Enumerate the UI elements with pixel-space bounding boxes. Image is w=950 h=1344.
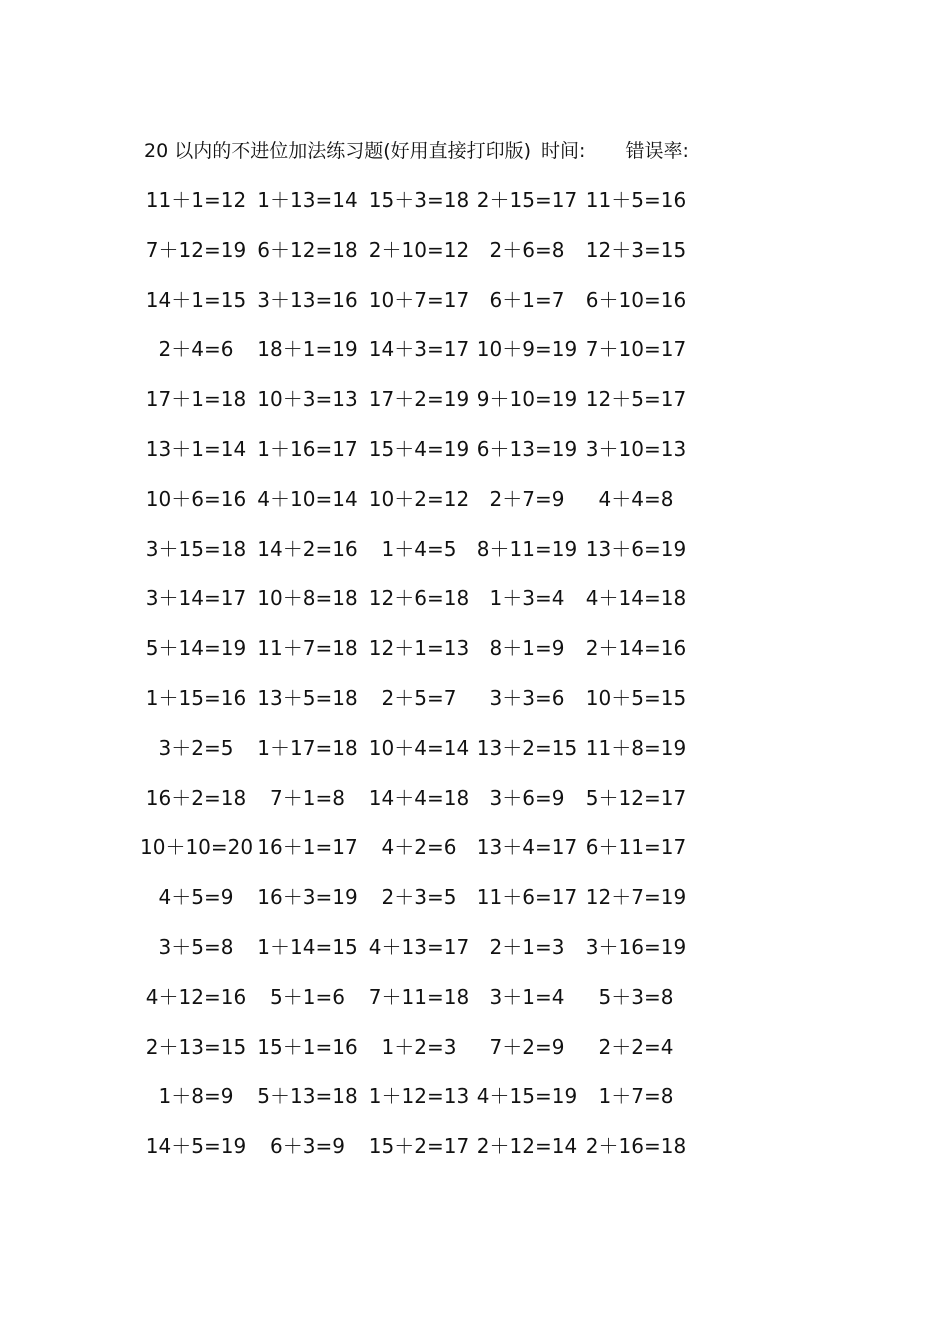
problem-row [0,583,950,633]
problem-cell: 10＋10=20 [140,835,254,860]
problem-cell: 12＋7=19 [585,885,687,910]
problem-cell: 7＋12=19 [145,237,247,262]
problem-row [0,633,950,683]
problem-cell: 5＋13=18 [257,1084,358,1109]
worksheet-heading [144,137,689,165]
problem-cell: 4＋14=18 [585,586,687,611]
problem-cell: 3＋6=9 [489,785,565,810]
problem-row [0,1131,950,1181]
problem-cell: 2＋12=14 [476,1134,578,1159]
problem-cell: 6＋12=18 [257,237,358,262]
problem-cell: 10＋5=15 [585,685,687,710]
problem-cell: 2＋4=6 [158,337,234,362]
problem-row [0,185,950,235]
problem-cell: 15＋1=16 [257,1034,358,1059]
problem-cell: 1＋4=5 [381,536,457,561]
problem-cell: 4＋15=19 [476,1084,578,1109]
problem-cell: 15＋2=17 [368,1134,470,1159]
problem-cell: 10＋9=19 [476,337,578,362]
problem-cell: 1＋14=15 [257,934,358,959]
problem-cell: 7＋2=9 [489,1034,565,1059]
problem-cell: 12＋1=13 [368,636,470,661]
problem-cell: 3＋14=17 [145,586,247,611]
problem-row [0,235,950,285]
problem-cell: 14＋2=16 [257,536,358,561]
problem-cell: 12＋6=18 [368,586,470,611]
problem-cell: 10＋6=16 [145,486,247,511]
problem-cell: 11＋8=19 [585,735,687,760]
problem-row [0,1032,950,1082]
problem-cell: 4＋5=9 [158,885,234,910]
problem-cell: 2＋14=16 [585,636,687,661]
problem-cell: 14＋5=19 [145,1134,247,1159]
problem-cell: 15＋3=18 [368,188,470,212]
problem-row [0,882,950,932]
problem-cell: 14＋4=18 [368,785,470,810]
problem-row [0,832,950,882]
problem-cell: 13＋2=15 [476,735,578,760]
problem-cell: 11＋1=12 [145,188,247,212]
problem-cell: 1＋17=18 [257,735,358,760]
problem-cell: 6＋13=19 [476,436,578,461]
problem-cell: 13＋1=14 [145,436,247,461]
problem-cell: 8＋11=19 [476,536,578,561]
problem-cell: 10＋4=14 [368,735,470,760]
problem-cell: 10＋3=13 [257,387,358,412]
problem-cell: 7＋10=17 [585,337,687,362]
problem-cell: 16＋1=17 [257,835,358,860]
problem-cell: 11＋5=16 [585,188,687,212]
problem-cell: 4＋12=16 [145,984,247,1009]
problem-cell: 3＋1=4 [489,984,565,1009]
problem-row [0,285,950,335]
problem-row [0,683,950,733]
problem-cell: 3＋10=13 [585,436,687,461]
problem-cell: 7＋1=8 [270,785,345,810]
problem-cell: 1＋13=14 [257,188,358,212]
problem-cell: 13＋4=17 [476,835,578,860]
problem-cell: 11＋6=17 [476,885,578,910]
problem-cell: 16＋2=18 [145,785,247,810]
problem-cell: 4＋10=14 [257,486,358,511]
problem-cell: 14＋1=15 [145,287,247,312]
problem-cell: 10＋2=12 [368,486,470,511]
time-label: 时间: [541,140,586,162]
problem-cell: 2＋5=7 [381,685,457,710]
problem-cell: 18＋1=19 [257,337,358,362]
problem-cell: 2＋3=5 [381,885,457,910]
problem-row [0,484,950,534]
problem-cell: 1＋7=8 [598,1084,674,1109]
problem-grid [0,185,950,1181]
problem-cell: 1＋3=4 [489,586,565,611]
problem-cell: 3＋3=6 [489,685,565,710]
problem-cell: 1＋2=3 [381,1034,457,1059]
problem-cell: 2＋16=18 [585,1134,687,1159]
problem-cell: 2＋2=4 [598,1034,674,1059]
problem-cell: 6＋3=9 [270,1134,345,1159]
problem-cell: 1＋8=9 [158,1084,234,1109]
problem-cell: 2＋6=8 [489,237,565,262]
problem-cell: 15＋4=19 [368,436,470,461]
problem-cell: 9＋10=19 [476,387,578,412]
problem-cell: 3＋16=19 [585,934,687,959]
problem-cell: 2＋10=12 [368,237,470,262]
problem-cell: 6＋10=16 [585,287,687,312]
problem-row [0,733,950,783]
problem-cell: 2＋13=15 [145,1034,247,1059]
problem-cell: 17＋2=19 [368,387,470,412]
problem-cell: 12＋5=17 [585,387,687,412]
problem-cell: 2＋15=17 [476,188,578,212]
problem-row [0,434,950,484]
problem-cell: 4＋4=8 [598,486,674,511]
problem-cell: 5＋14=19 [145,636,247,661]
problem-cell: 3＋13=16 [257,287,358,312]
problem-cell: 2＋1=3 [489,934,565,959]
problem-row [0,334,950,384]
problem-cell: 4＋13=17 [368,934,470,959]
problem-cell: 5＋12=17 [585,785,687,810]
problem-cell: 1＋16=17 [257,436,358,461]
problem-row [0,982,950,1032]
worksheet-title: 20 以内的不进位加法练习题(好用直接打印版) [144,140,532,162]
problem-row [0,384,950,434]
problem-cell: 5＋3=8 [598,984,674,1009]
problem-cell: 3＋2=5 [158,735,234,760]
problem-cell: 1＋15=16 [145,685,247,710]
problem-cell: 13＋6=19 [585,536,687,561]
problem-cell: 12＋3=15 [585,237,687,262]
problem-cell: 6＋11=17 [585,835,687,860]
problem-row [0,932,950,982]
problem-cell: 5＋1=6 [270,984,345,1009]
problem-cell: 8＋1=9 [489,636,565,661]
problem-cell: 7＋11=18 [368,984,470,1009]
problem-cell: 13＋5=18 [257,685,358,710]
problem-cell: 17＋1=18 [145,387,247,412]
problem-cell: 3＋15=18 [145,536,247,561]
problem-row [0,783,950,833]
problem-cell: 1＋12=13 [368,1084,470,1109]
problem-row [0,1081,950,1131]
problem-cell: 11＋7=18 [257,636,358,661]
problem-cell: 2＋7=9 [489,486,565,511]
problem-cell: 10＋8=18 [257,586,358,611]
problem-cell: 16＋3=19 [257,885,358,910]
problem-cell: 6＋1=7 [489,287,565,312]
problem-cell: 4＋2=6 [381,835,457,860]
problem-row [0,534,950,584]
error-rate-label: 错误率: [625,140,689,162]
problem-cell: 3＋5=8 [158,934,234,959]
problem-cell: 14＋3=17 [368,337,470,362]
problem-cell: 10＋7=17 [368,287,470,312]
